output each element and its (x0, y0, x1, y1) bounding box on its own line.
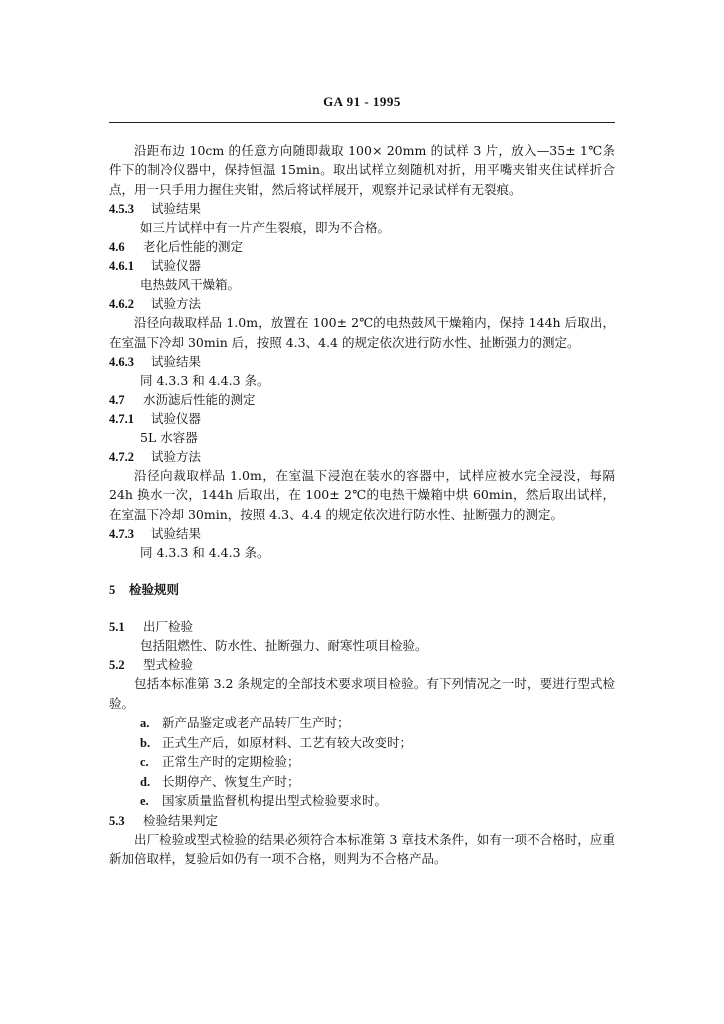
standard-code-header: GA 91 - 1995 (323, 94, 401, 109)
section-4-7-1-text: 5L 水容器 (140, 430, 198, 446)
section-5-2-heading: 5.2 型式检验 (109, 657, 194, 673)
section-5-3-text: 出厂检验或型式检验的结果必须符合本标准第 3 章技术条件，如有一项不合格时，应重新加倍取样，复验后如仍有一项不合格，则判为不合格产品。 (109, 832, 615, 867)
section-4-7-3-heading: 4.7.3 试验结果 (109, 526, 202, 542)
section-4-6-heading: 4.6 老化后性能的测定 (109, 239, 244, 255)
section-4-6-3-text: 同 4.3.3 和 4.4.3 条。 (140, 373, 270, 389)
document-body (109, 141, 615, 869)
section-5-1-text: 包括阻燃性、防水性、扯断强力、耐寒性项目检验。 (140, 638, 428, 654)
section-4-6-1-text: 电热鼓风干燥箱。 (140, 277, 241, 293)
section-4-6-2-text: 沿径向裁取样品 1.0m，放置在 100± 2℃的电热鼓风干燥箱内，保持 144h 后取出，在室温下冷却 30min 后，按照 4.3、4.4 的规定依次进行防水性、扯断强力的测定。 (109, 315, 615, 350)
section-5-1-heading: 5.1 出厂检验 (109, 619, 194, 635)
section-4-6-2-heading: 4.6.2 试验方法 (109, 296, 202, 312)
section-5-3-heading: 5.3 检验结果判定 (109, 813, 219, 829)
intro-paragraph: 沿距布边 10cm 的任意方向随即裁取 100× 20mm 的试样 3 片，放入—35± 1℃条件下的制冷仪器中，保持恒温 15min。取出试样立刻随机对折，用平嘴夹钳夹住试样折合点，用一只手用力握住夹钳，然后将试样展开，观察并记录试样有无裂痕。 (109, 143, 615, 197)
section-4-6-1-heading: 4.6.1 试验仪器 (109, 258, 202, 274)
section-4-7-3-text: 同 4.3.3 和 4.4.3 条。 (140, 545, 270, 561)
section-5-2-text: 包括本标准第 3.2 条规定的全部技术要求项目检验。有下列情况之一时，要进行型式检验。 (109, 676, 615, 711)
section-4-7-2-heading: 4.7.2 试验方法 (109, 449, 202, 465)
chapter-5-heading: 5 检验规则 (109, 582, 180, 598)
section-4-7-2-text: 沿径向裁取样品 1.0m，在室温下浸泡在装水的容器中，试样应被水完全浸没，每隔 24h 换水一次，144h 后取出，在 100± 2℃的电热干燥箱中烘 60min，然后取出试样，在室温下冷却 30min，按照 4.3、4.4 的规定依次进行防水性、扯断强力的测定。 (109, 468, 615, 522)
list-item: a. 新产品鉴定或老产品转厂生产时； (140, 715, 350, 731)
section-4-5-3-text: 如三片试样中有一片产生裂痕，即为不合格。 (140, 220, 391, 236)
section-4-5-3-heading: 4.5.3 试验结果 (109, 201, 202, 217)
list-item: b. 正式生产后，如原材料、工艺有较大改变时； (140, 734, 413, 750)
section-4-7-heading: 4.7 水沥滤后性能的测定 (109, 392, 256, 408)
list-item: c. 正常生产时的定期检验； (140, 754, 300, 770)
section-4-6-3-heading: 4.6.3 试验结果 (109, 354, 202, 370)
header-rule (109, 122, 615, 123)
section-4-7-1-heading: 4.7.1 试验仪器 (109, 411, 202, 427)
list-item: d. 长期停产、恢复生产时； (140, 773, 300, 789)
list-item: e. 国家质量监督机构提出型式检验要求时。 (140, 793, 388, 809)
